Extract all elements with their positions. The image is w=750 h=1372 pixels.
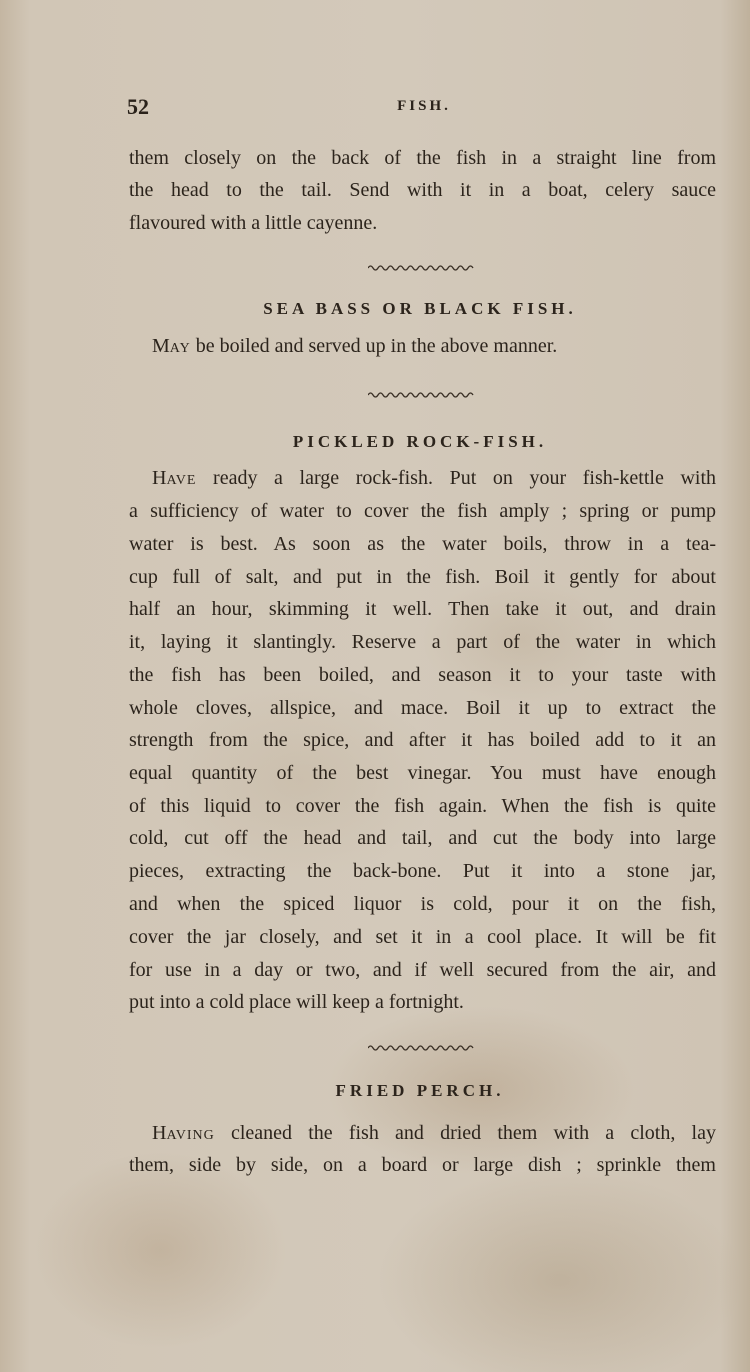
small-caps: AVING — [166, 1128, 215, 1143]
recipe-heading-sea-bass: SEA BASS OR BLACK FISH. — [263, 299, 577, 318]
section-divider — [368, 1044, 474, 1052]
running-head — [0, 94, 750, 124]
small-caps: AVE — [166, 473, 197, 488]
body-line — [152, 330, 716, 365]
body-line: the fish has been boiled, and season it to your taste with — [129, 664, 716, 686]
body-line: them, side by side, on a board or large dish ; sprinkle them — [129, 1154, 716, 1176]
drop-initial: H — [152, 1122, 167, 1144]
body-line: and when the spiced liquor is cold, pour it on the fish, — [129, 893, 716, 915]
body-line: it, laying it slantingly. Reserve a part of the water in which — [129, 631, 716, 653]
body-text: cleaned the fish and dried them with a cloth, lay — [214, 1122, 716, 1144]
running-head-title: FISH. — [397, 98, 451, 114]
drop-initial: H — [152, 467, 167, 489]
section-divider — [368, 391, 474, 399]
body-line: strength from the spice, and after it has boiled add to it an — [129, 729, 716, 751]
body-line: equal quantity of the best vinegar. You must have enough — [129, 762, 716, 784]
body-line: the head to the tail. Send with it in a boat, celery sauce — [129, 179, 716, 201]
drop-initial: M — [152, 335, 170, 357]
section-divider — [368, 264, 474, 272]
body-line: of this liquid to cover the fish again. When the fish is quite — [129, 795, 716, 817]
body-line: cup full of salt, and put in the fish. Boil it gently for about — [129, 566, 716, 588]
body-text: ready a large rock-fish. Put on your fish-kettle with — [196, 467, 716, 489]
page-number: 52 — [127, 94, 149, 119]
body-text: be boiled and served up in the above manner. — [190, 335, 558, 357]
body-line: them closely on the back of the fish in a straight line from — [129, 147, 716, 169]
body-line: put into a cold place will keep a fortnight. — [129, 991, 464, 1013]
small-caps: AY — [169, 341, 191, 356]
body-line — [152, 462, 716, 497]
body-line: pieces, extracting the back-bone. Put it into a stone jar, — [129, 860, 716, 882]
body-line: a sufficiency of water to cover the fish amply ; spring or pump — [129, 500, 716, 522]
body-line: cover the jar closely, and set it in a cool place. It will be fit — [129, 926, 716, 948]
body-line: whole cloves, allspice, and mace. Boil it up to extract the — [129, 697, 716, 719]
recipe-heading-pickled-rock-fish: PICKLED ROCK-FISH. — [292, 432, 548, 451]
body-line: water is best. As soon as the water boils, throw in a tea- — [129, 533, 716, 555]
body-line: for use in a day or two, and if well secured from the air, and — [129, 959, 716, 981]
body-line — [152, 1117, 716, 1152]
body-line: cold, cut off the head and tail, and cut the body into large — [129, 827, 716, 849]
body-line: half an hour, skimming it well. Then take it out, and drain — [129, 598, 716, 620]
body-line: flavoured with a little cayenne. — [129, 212, 378, 234]
recipe-heading-fried-perch: FRIED PERCH. — [335, 1081, 505, 1100]
